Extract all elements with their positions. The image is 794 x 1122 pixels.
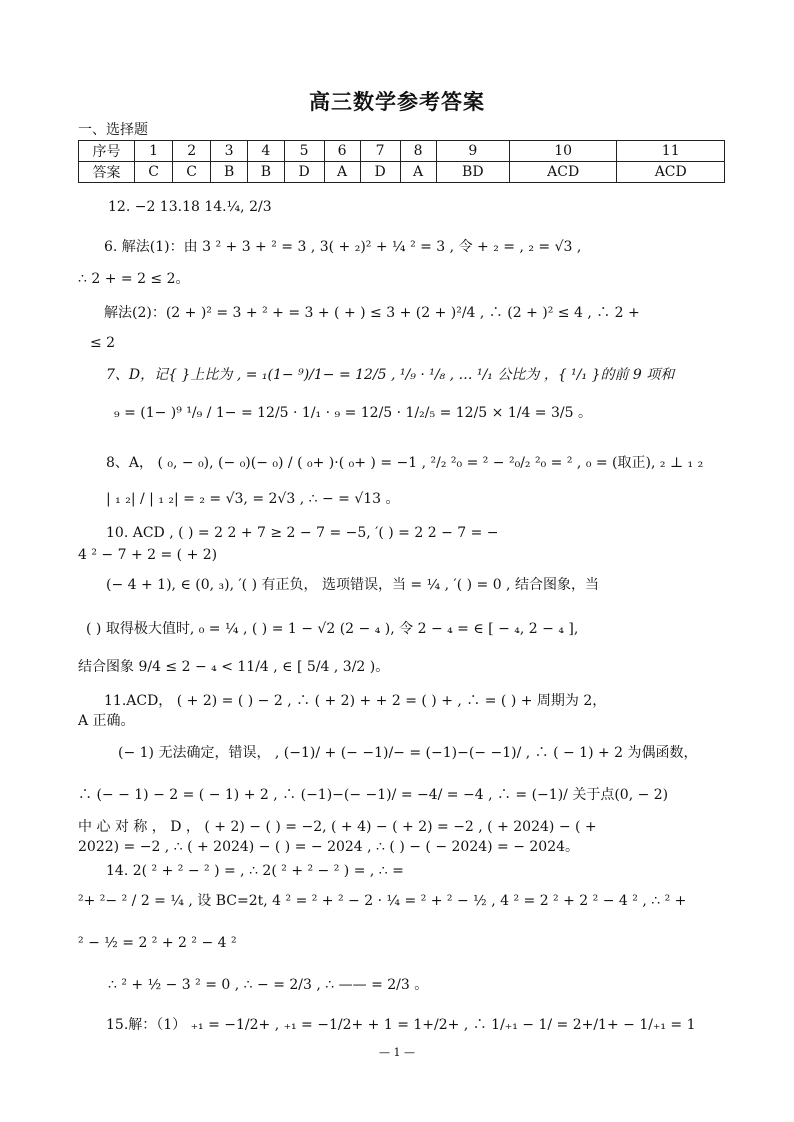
- page-title: 高三数学参考答案: [309, 90, 485, 114]
- answer-table: [78, 140, 725, 183]
- page-number: — 1 —: [379, 1046, 415, 1059]
- table-cell: C: [173, 162, 211, 183]
- section-heading-choice: 一、选择题: [78, 122, 148, 138]
- table-cell: 2: [173, 141, 211, 162]
- answer-line-q8: 8、A， ( ₀, − ₀), (− ₀)(− ₀) / ( ₀+ )·( ₀+ ) = −1 , ²/₂ ²₀ = ² − ²₀/₂ ²₀ = ² , ₀ = (取正), ₂ ⊥ ₁ ₂: [106, 455, 704, 471]
- answer-line-q6-conclusion: ∴ 2 + = 2 ≤ 2。: [78, 271, 190, 287]
- answer-line-q14-eq: ² − ½ = 2 ² + 2 ² − 4 ²: [78, 935, 237, 951]
- answer-line-q6-end: ≤ 2: [90, 335, 116, 351]
- answer-line-q11-a: A 正确。: [78, 713, 135, 729]
- answer-line-q8-result: | ₁ ₂| / | ₁ ₂| = ₂ = √3, = 2√3 , ∴ − = √13 。: [106, 491, 400, 507]
- table-cell: C: [135, 162, 173, 183]
- table-row-label: 序号: [79, 141, 135, 162]
- answer-line-fill-in: 12. −2 13.18 14.¼, 2/3: [108, 199, 272, 215]
- answer-line-q11-c: ∴ (− − 1) − 2 = ( − 1) + 2 , ∴ (−1)−(− −1)/ = −4/ = −4 , ∴ = (−1)/ 关于点(0, − 2): [78, 787, 669, 803]
- answer-line-q6-method2: 解法(2)：(2 + )² = 3 + ² + = 3 + ( + ) ≤ 3 + (2 + )²/4 , ∴ (2 + )² ≤ 4 , ∴ 2 +: [104, 305, 640, 321]
- answer-line-q11-b: (− 1) 无法确定，错误， , (−1)/ + (− −1)/− = (−1)−(− −1)/ , ∴ ( − 1) + 2 为偶函数，: [118, 745, 698, 761]
- table-cell: 5: [284, 141, 324, 162]
- table-row-label: 答案: [79, 162, 135, 183]
- answer-line-q10-max: ( ) 取得极大值时, ₀ = ¼ , ( ) = 1 − √2 (2 − ₄ ), 令 2 − ₄ = ∈ [ − ₄, 2 − ₄ ],: [86, 621, 579, 637]
- answer-line-q11-e: 2022) = −2 , ∴ ( + 2024) − ( ) = − 2024 , ∴ ( ) − ( − 2024) = − 2024。: [78, 839, 580, 855]
- table-cell: 1: [135, 141, 173, 162]
- table-cell: D: [360, 162, 400, 183]
- answer-line-q14-law: ²+ ²− ² / 2 = ¼ , 设 BC=2t, 4 ² = ² + ² − 2 · ¼ = ² + ² − ½ , 4 ² = 2 ² + 2 ² − 4 ² , ∴ ² +: [78, 893, 687, 909]
- table-row-numbers: [79, 141, 725, 162]
- table-cell: 9: [436, 141, 509, 162]
- table-cell: B: [247, 162, 284, 183]
- table-cell: ACD: [509, 162, 617, 183]
- table-row-answers: [79, 162, 725, 183]
- answer-line-q7: 7、D，记{ }上比为 , = ₁(1− ⁹)/1− = 12/5 , ¹/₉ · ¹/₈ , … ¹/₁ 公比为 ，{ ¹/₁ }的前 9 项和: [106, 367, 675, 383]
- table-cell: 10: [509, 141, 617, 162]
- table-cell: 6: [324, 141, 360, 162]
- answer-line-q6-method1: 6. 解法(1)：由 3 ² + 3 + ² = 3 , 3( + ₂)² + ¼ ² = 3 , 令 + ₂ = , ₂ = √3 ,: [104, 239, 582, 255]
- table-cell: BD: [436, 162, 509, 183]
- table-cell: 11: [617, 141, 725, 162]
- answer-line-q11-d: 中 心 对 称 ， D ， ( + 2) − ( ) = −2, ( + 4) − ( + 2) = −2 , ( + 2024) − ( +: [78, 819, 597, 835]
- answer-line-q10: 10. ACD , ( ) = 2 2 + 7 ≥ 2 − 7 = −5, ′( ) = 2 2 − 7 = −: [106, 525, 499, 541]
- table-cell: B: [211, 162, 248, 183]
- answer-line-q11: 11.ACD， ( + 2) = ( ) − 2 , ∴ ( + 2) + + 2 = ( ) + , ∴ = ( ) + 周期为 2，: [104, 693, 607, 709]
- table-cell: ACD: [617, 162, 725, 183]
- answer-line-q10-cont: 4 ² − 7 + 2 = ( + 2): [78, 547, 218, 563]
- answer-line-q15: 15.解：（1） ₊₁ = −1/2+ , ₊₁ = −1/2+ + 1 = 1+/2+ , ∴ 1/₊₁ − 1/ = 2+/1+ − 1/₊₁ = 1: [106, 1017, 696, 1033]
- answer-line-q14: 14. 2( ² + ² − ² ) = , ∴ 2( ² + ² − ² ) = , ∴ =: [106, 863, 404, 879]
- answer-line-q14-result: ∴ ² + ½ − 3 ² = 0 , ∴ − = 2/3 , ∴ —— = 2/3 。: [108, 977, 429, 993]
- answer-line-q7-sum: ₉ = (1− )⁹ ¹/₉ / 1− = 12/5 · 1/₁ · ₉ = 12/5 · 1/₂/₅ = 12/5 × 1/4 = 3/5 。: [114, 405, 592, 421]
- table-cell: 7: [360, 141, 400, 162]
- table-cell: A: [324, 162, 360, 183]
- table-cell: D: [284, 162, 324, 183]
- table-cell: A: [400, 162, 436, 183]
- table-cell: 4: [247, 141, 284, 162]
- table-cell: 3: [211, 141, 248, 162]
- answer-line-q10-range: 结合图象 9/4 ≤ 2 − ₄ < 11/4 , ∈ [ 5/4 , 3/2 )。: [78, 659, 390, 675]
- table-cell: 8: [400, 141, 436, 162]
- answer-line-q10-sign: (− 4 + 1), ∈ (0, ₃), ′( ) 有正负， 选项错误，当 = ¼ , ′( ) = 0 , 结合图象，当: [106, 577, 599, 593]
